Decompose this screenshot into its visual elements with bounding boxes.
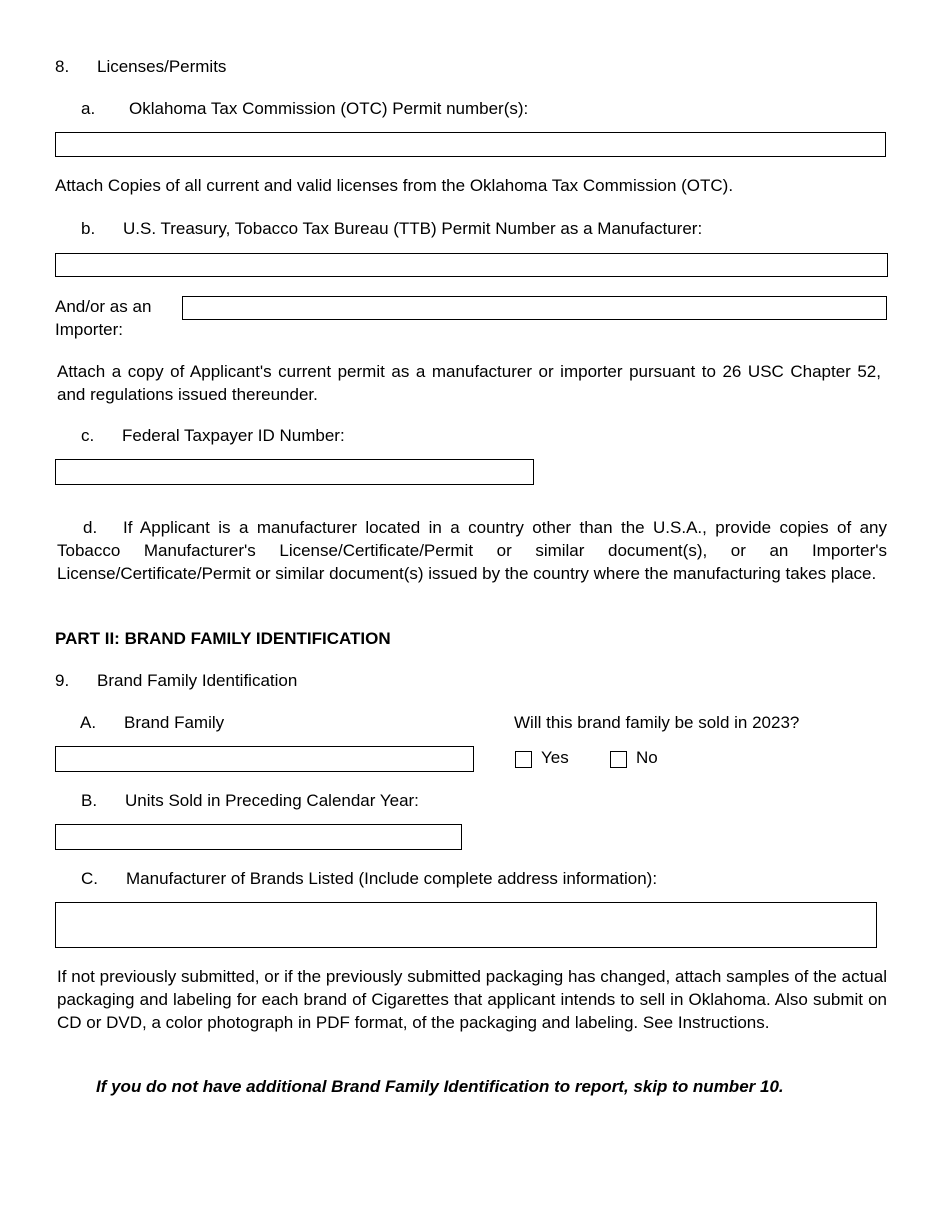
no-label: No bbox=[636, 748, 658, 767]
item-A-letter: A. bbox=[80, 713, 97, 732]
units-sold-label: Units Sold in Preceding Calendar Year: bbox=[125, 791, 419, 810]
item-c-letter: c. bbox=[81, 426, 95, 445]
item-C-letter: C. bbox=[81, 869, 98, 888]
section-8-number: 8. bbox=[55, 57, 70, 76]
ttb-importer-permit-field[interactable] bbox=[182, 296, 887, 320]
section-9-title: Brand Family Identification bbox=[97, 671, 298, 690]
manufacturer-address-label: Manufacturer of Brands Listed (Include complete address information): bbox=[126, 869, 658, 888]
no-checkbox[interactable] bbox=[610, 751, 627, 768]
section-8-title: Licenses/Permits bbox=[97, 57, 227, 76]
item-d-letter: d. bbox=[83, 518, 98, 537]
federal-taxpayer-id-label: Federal Taxpayer ID Number: bbox=[122, 426, 345, 445]
item-a-letter: a. bbox=[81, 99, 96, 118]
yes-label: Yes bbox=[541, 748, 569, 767]
otc-permit-field[interactable] bbox=[55, 132, 886, 157]
item-b-letter: b. bbox=[81, 219, 96, 238]
item-B-letter: B. bbox=[81, 791, 98, 810]
part-2-heading: PART II: BRAND FAMILY IDENTIFICATION bbox=[55, 629, 391, 648]
skip-note: If you do not have additional Brand Family Identification to report, skip to number 10. bbox=[96, 1077, 784, 1096]
ttb-permit-label: U.S. Treasury, Tobacco Tax Bureau (TTB) Permit Number as a Manufacturer: bbox=[123, 219, 703, 238]
otc-attach-note: Attach Copies of all current and valid licenses from the Oklahoma Tax Commission (OTC). bbox=[55, 176, 734, 195]
units-sold-field[interactable] bbox=[55, 824, 462, 850]
foreign-manufacturer-note: If Applicant is a manufacturer located in a country other than the U.S.A., provide copies of any Tobacco Manufacturer's License/Certificate/Permit or similar document(s), or an Importer's License/Certificate/Permit or similar document(s) issued by the country where the manufacturing takes place. bbox=[57, 518, 887, 583]
importer-label-line2: Importer: bbox=[55, 320, 124, 339]
ttb-manufacturer-permit-field[interactable] bbox=[55, 253, 888, 277]
sold-2023-question: Will this brand family be sold in 2023? bbox=[514, 713, 800, 732]
section-9-number: 9. bbox=[55, 671, 70, 690]
importer-label-line1: And/or as an bbox=[55, 297, 152, 316]
packaging-note: If not previously submitted, or if the previously submitted packaging has changed, attach samples of the actual packaging and labeling for each brand of Cigarettes that applicant intends to sell in Oklahoma. Also submit on CD or DVD, a color photograph in PDF format, of the packaging and labeling. See Instructions. bbox=[57, 967, 887, 1032]
federal-taxpayer-id-field[interactable] bbox=[55, 459, 534, 485]
otc-permit-label: Oklahoma Tax Commission (OTC) Permit number(s): bbox=[129, 99, 529, 118]
yes-checkbox[interactable] bbox=[515, 751, 532, 768]
brand-family-label: Brand Family bbox=[124, 713, 225, 732]
brand-family-field[interactable] bbox=[55, 746, 474, 772]
permit-attach-note: Attach a copy of Applicant's current permit as a manufacturer or importer pursuant to 26 USC Chapter 52, and regulations issued thereunder. bbox=[57, 362, 881, 404]
manufacturer-address-field[interactable] bbox=[55, 902, 877, 948]
